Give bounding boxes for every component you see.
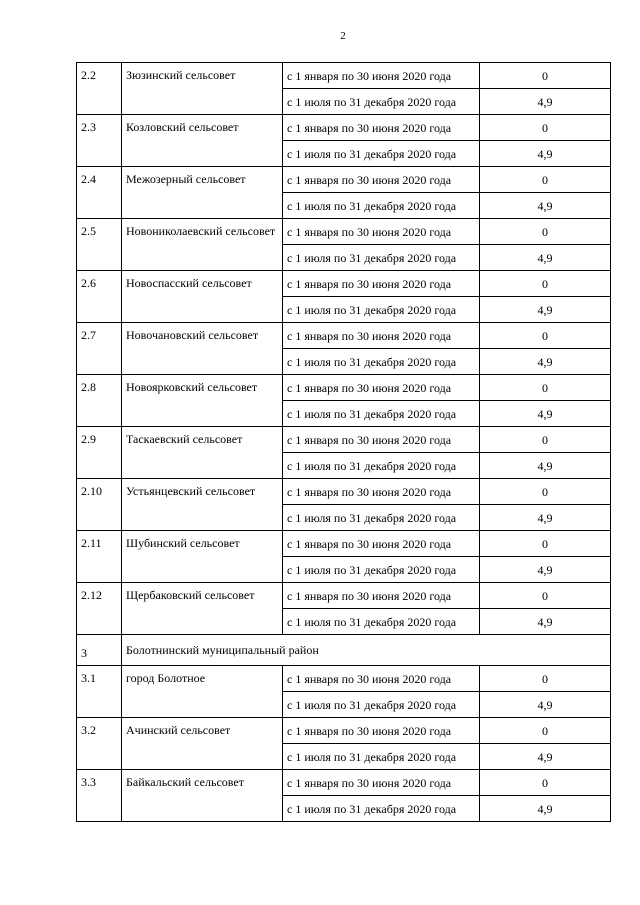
municipality-name: Новочановский сельсовет (122, 323, 283, 375)
period-first-half: с 1 января по 30 июня 2020 года (283, 167, 480, 193)
rate-first-half: 0 (480, 666, 611, 692)
municipality-name: Щербаковский сельсовет (122, 583, 283, 635)
period-first-half: с 1 января по 30 июня 2020 года (283, 115, 480, 141)
rate-second-half: 4,9 (480, 453, 611, 479)
rate-second-half: 4,9 (480, 349, 611, 375)
rate-first-half: 0 (480, 167, 611, 193)
period-second-half: с 1 июля по 31 декабря 2020 года (283, 401, 480, 427)
rate-second-half: 4,9 (480, 796, 611, 822)
table-row (77, 718, 611, 744)
period-second-half: с 1 июля по 31 декабря 2020 года (283, 193, 480, 219)
period-first-half: с 1 января по 30 июня 2020 года (283, 479, 480, 505)
rate-first-half: 0 (480, 770, 611, 796)
row-number: 3.1 (77, 666, 122, 718)
rate-second-half: 4,9 (480, 505, 611, 531)
rate-first-half: 0 (480, 583, 611, 609)
row-number: 2.12 (77, 583, 122, 635)
row-number: 2.5 (77, 219, 122, 271)
rate-second-half: 4,9 (480, 557, 611, 583)
period-first-half: с 1 января по 30 июня 2020 года (283, 219, 480, 245)
table-row (77, 115, 611, 141)
period-first-half: с 1 января по 30 июня 2020 года (283, 427, 480, 453)
table-row (77, 219, 611, 245)
table-row (77, 427, 611, 453)
rate-second-half: 4,9 (480, 245, 611, 271)
period-first-half: с 1 января по 30 июня 2020 года (283, 583, 480, 609)
page-number: 2 (340, 30, 346, 42)
period-second-half: с 1 июля по 31 декабря 2020 года (283, 505, 480, 531)
rate-first-half: 0 (480, 323, 611, 349)
district-row (77, 635, 611, 666)
rate-first-half: 0 (480, 531, 611, 557)
period-second-half: с 1 июля по 31 декабря 2020 года (283, 744, 480, 770)
municipality-name: Устьянцевский сельсовет (122, 479, 283, 531)
period-second-half: с 1 июля по 31 декабря 2020 года (283, 609, 480, 635)
period-second-half: с 1 июля по 31 декабря 2020 года (283, 453, 480, 479)
municipality-name: Таскаевский сельсовет (122, 427, 283, 479)
row-number: 2.6 (77, 271, 122, 323)
row-number: 2.3 (77, 115, 122, 167)
municipality-name: Межозерный сельсовет (122, 167, 283, 219)
period-first-half: с 1 января по 30 июня 2020 года (283, 271, 480, 297)
table-row (77, 770, 611, 796)
rate-first-half: 0 (480, 479, 611, 505)
municipality-name: Зюзинский сельсовет (122, 63, 283, 115)
table-row (77, 63, 611, 89)
period-first-half: с 1 января по 30 июня 2020 года (283, 63, 480, 89)
row-number: 2.7 (77, 323, 122, 375)
period-second-half: с 1 июля по 31 декабря 2020 года (283, 297, 480, 323)
period-second-half: с 1 июля по 31 декабря 2020 года (283, 245, 480, 271)
municipality-name: город Болотное (122, 666, 283, 718)
period-second-half: с 1 июля по 31 декабря 2020 года (283, 796, 480, 822)
row-number: 2.8 (77, 375, 122, 427)
period-first-half: с 1 января по 30 июня 2020 года (283, 323, 480, 349)
rate-first-half: 0 (480, 219, 611, 245)
row-number: 3.3 (77, 770, 122, 822)
table-row (77, 323, 611, 349)
table-row (77, 271, 611, 297)
rate-first-half: 0 (480, 718, 611, 744)
table-row (77, 531, 611, 557)
rate-first-half: 0 (480, 63, 611, 89)
rate-first-half: 0 (480, 115, 611, 141)
period-second-half: с 1 июля по 31 декабря 2020 года (283, 692, 480, 718)
period-first-half: с 1 января по 30 июня 2020 года (283, 375, 480, 401)
rate-first-half: 0 (480, 271, 611, 297)
period-second-half: с 1 июля по 31 декабря 2020 года (283, 557, 480, 583)
period-first-half: с 1 января по 30 июня 2020 года (283, 531, 480, 557)
rate-first-half: 0 (480, 427, 611, 453)
table-row (77, 666, 611, 692)
district-number: 3 (77, 635, 122, 666)
row-number: 2.11 (77, 531, 122, 583)
district-name: Болотнинский муниципальный район (122, 635, 611, 666)
row-number: 2.9 (77, 427, 122, 479)
municipality-name: Новоспасский сельсовет (122, 271, 283, 323)
rates-table (76, 62, 611, 822)
row-number: 2.4 (77, 167, 122, 219)
rate-second-half: 4,9 (480, 744, 611, 770)
rate-second-half: 4,9 (480, 401, 611, 427)
rate-second-half: 4,9 (480, 89, 611, 115)
period-second-half: с 1 июля по 31 декабря 2020 года (283, 141, 480, 167)
municipality-name: Козловский сельсовет (122, 115, 283, 167)
row-number: 2.10 (77, 479, 122, 531)
table-row (77, 167, 611, 193)
municipality-name: Ачинский сельсовет (122, 718, 283, 770)
period-second-half: с 1 июля по 31 декабря 2020 года (283, 89, 480, 115)
period-first-half: с 1 января по 30 июня 2020 года (283, 718, 480, 744)
row-number: 3.2 (77, 718, 122, 770)
rate-second-half: 4,9 (480, 141, 611, 167)
rate-first-half: 0 (480, 375, 611, 401)
rate-second-half: 4,9 (480, 692, 611, 718)
rate-second-half: 4,9 (480, 193, 611, 219)
table-row (77, 375, 611, 401)
period-first-half: с 1 января по 30 июня 2020 года (283, 770, 480, 796)
rate-second-half: 4,9 (480, 297, 611, 323)
municipality-name: Байкальский сельсовет (122, 770, 283, 822)
municipality-name: Новоярковский сельсовет (122, 375, 283, 427)
rate-second-half: 4,9 (480, 609, 611, 635)
municipality-name: Новониколаевский сельсовет (122, 219, 283, 271)
row-number: 2.2 (77, 63, 122, 115)
rates-table-body (77, 63, 611, 822)
table-row (77, 583, 611, 609)
municipality-name: Шубинский сельсовет (122, 531, 283, 583)
period-second-half: с 1 июля по 31 декабря 2020 года (283, 349, 480, 375)
table-row (77, 479, 611, 505)
period-first-half: с 1 января по 30 июня 2020 года (283, 666, 480, 692)
